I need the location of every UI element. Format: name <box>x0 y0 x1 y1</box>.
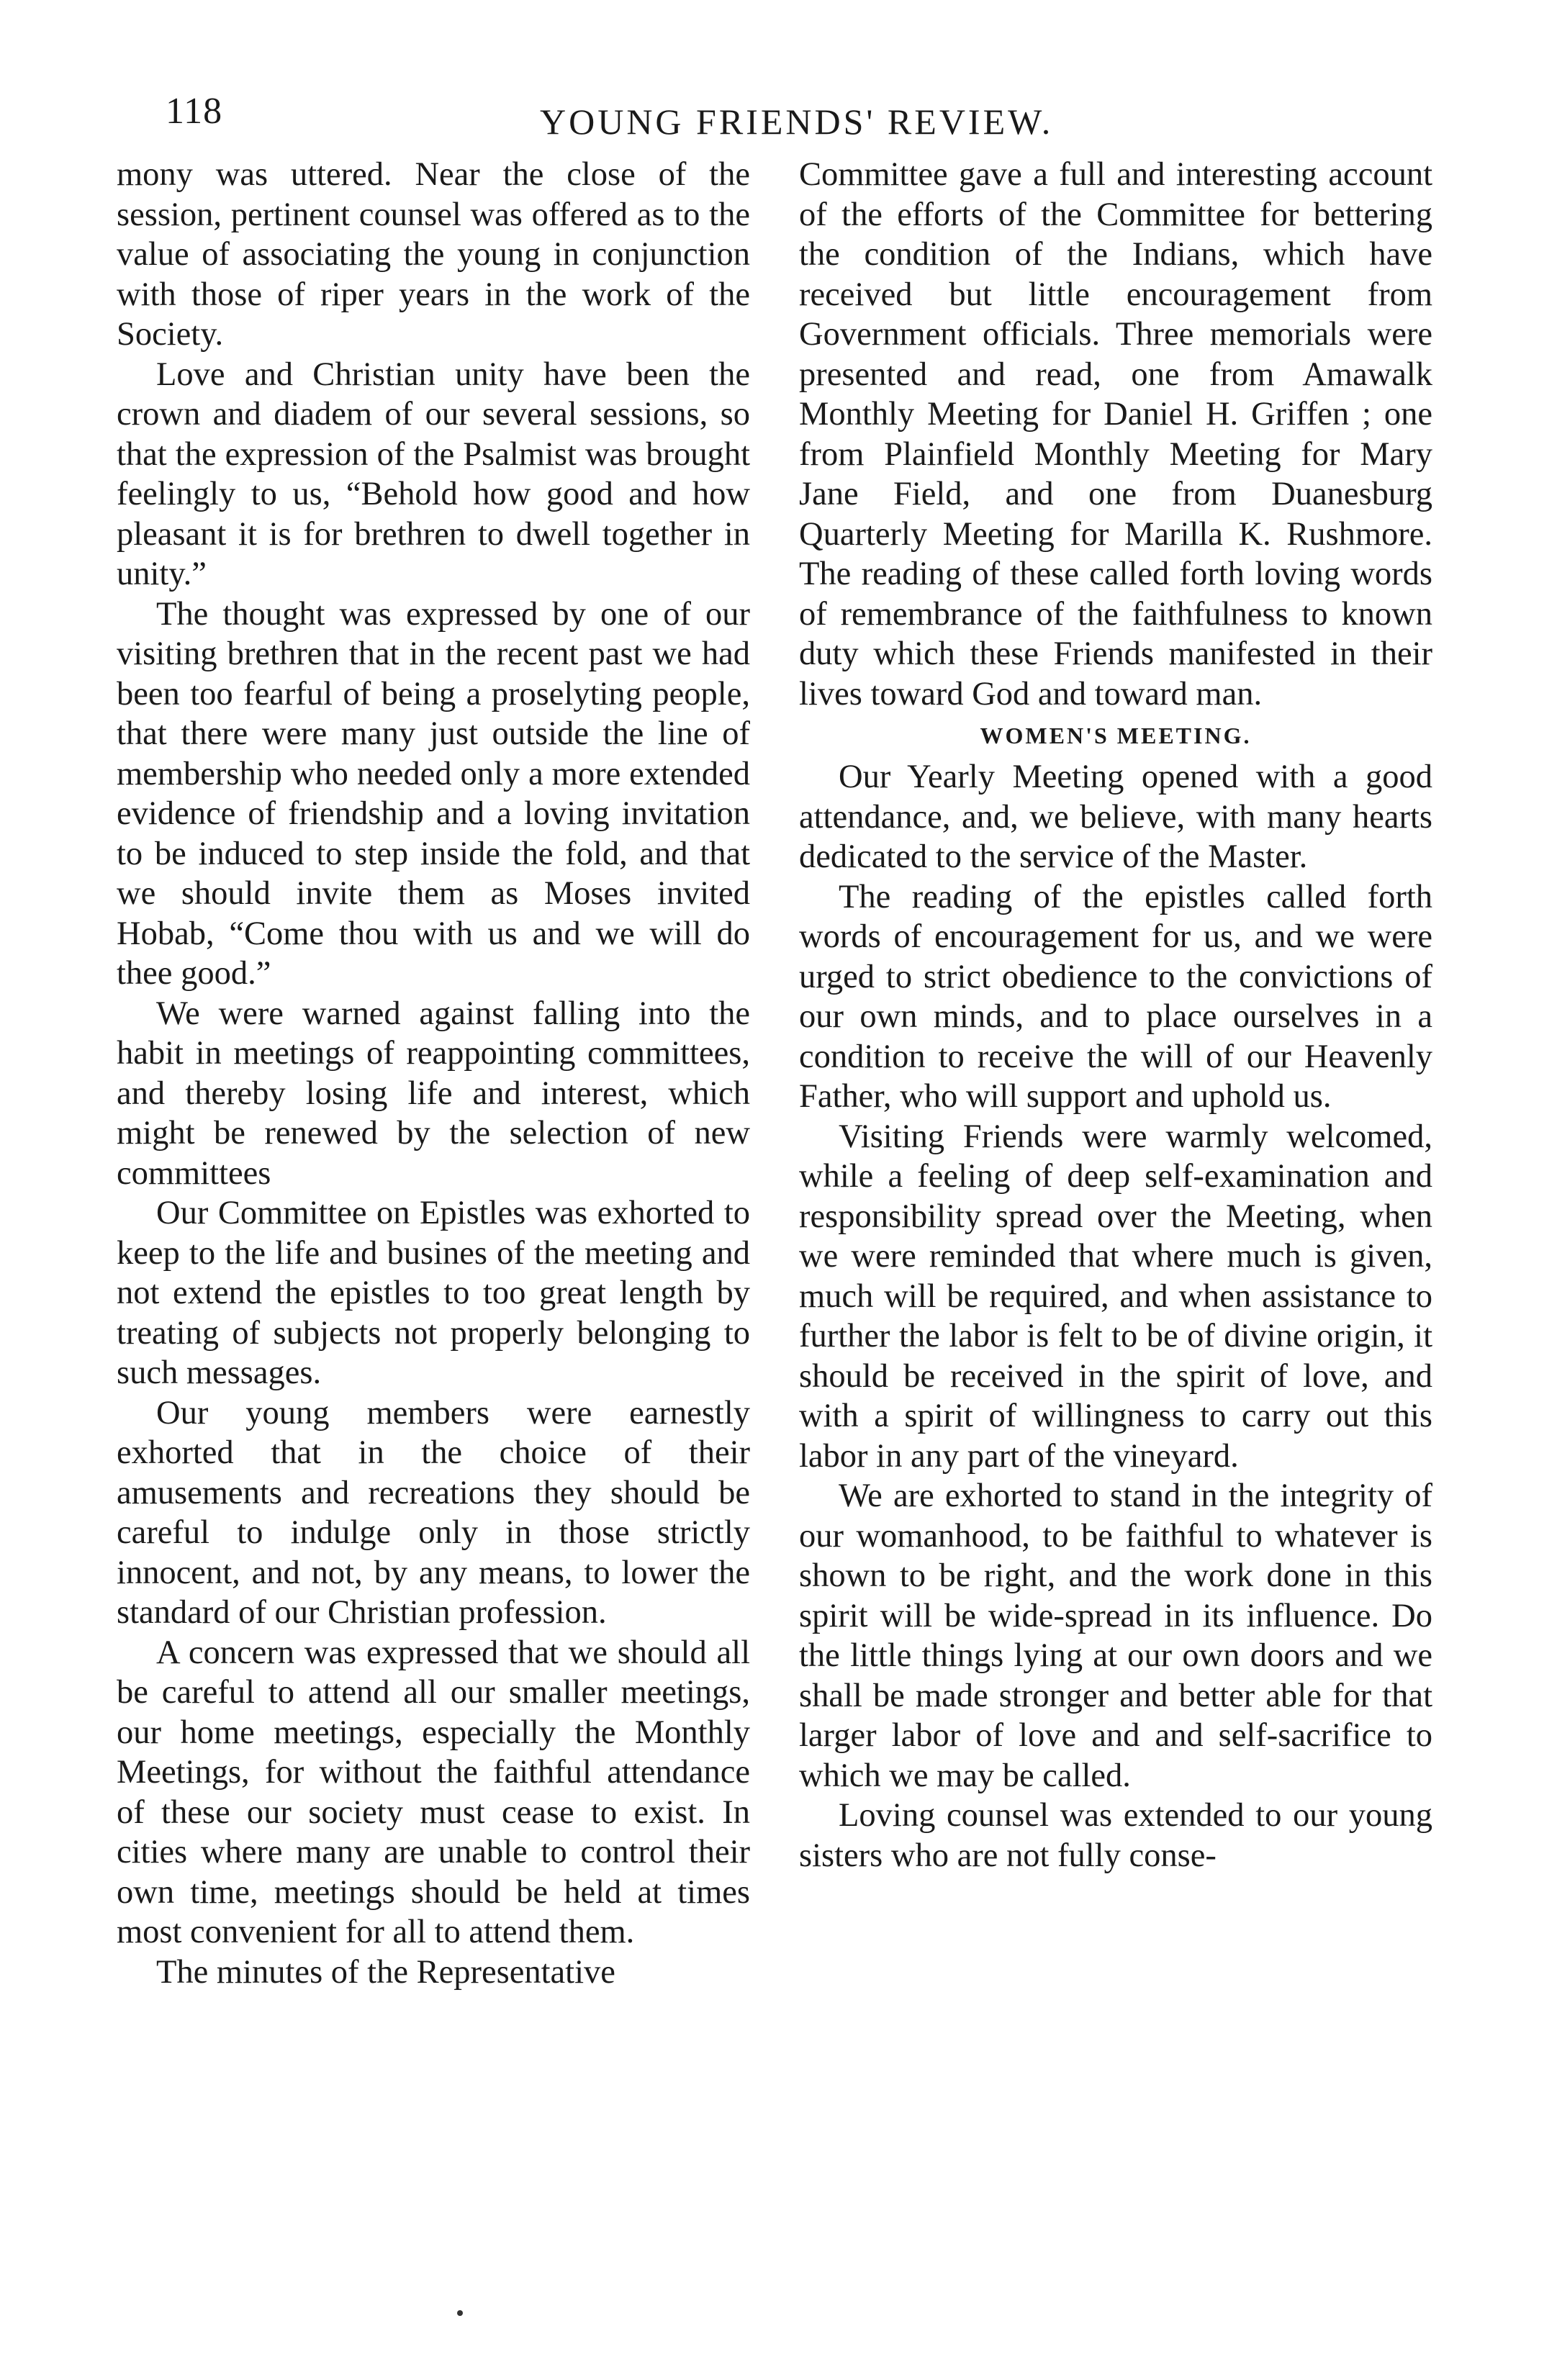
paragraph: Committee gave a full and interesting account of the efforts of the Committee for bettering the condition of the Indians, which have received but little encouragement from Government officials. Three memorials were presented and read, one from Amawalk Monthly Meeting for Daniel H. Griffen ; one from Plainfield Monthly Meeting for Mary Jane Field, and one from Duanesburg Quarterly Meeting for Marilla K. Rushmore. The reading of these called forth loving words of remembrance of the faithfulness to known duty which these Friends manifested in their lives toward God and toward man. <box>799 156 1432 712</box>
paragraph: Our Committee on Epistles was exhorted to keep to the life and busines of the meeting and not extend the epistles to too great length by treating of subjects not properly belonging to such messages. <box>117 1195 750 1391</box>
paragraph: mony was uttered. Near the close of the session, pertinent counsel was offered as to the value of associating the young in conjunction with those of riper years in the work of the Society. <box>117 156 750 353</box>
paragraph: The reading of the epistles called forth words of encouragement for us, and we were urged to strict obedience to the convictions of our own minds, and to place ourselves in a condition to receive the will of our Heavenly Father, who will support and uphold us. <box>799 878 1432 1115</box>
page-number: 118 <box>166 91 223 132</box>
paragraph: Our Yearly Meeting opened with a good attendance, and, we believe, with many hearts dedicated to the service of the Master. <box>799 759 1432 875</box>
paragraph: The thought was expressed by one of our visiting brethren that in the recent past we had been too fearful of being a proselyting people, that there were many just outside the line of membership who needed only a more extended evidence of friendship and a loving invitation to be induced to step inside the fold, and that we should invite them as Moses invited Hobab, “Come thou with us and we will do thee good.” <box>117 595 750 992</box>
paragraph: Love and Christian unity have been the crown and diadem of our several sessions, so that the expression of the Psalmist was brought feelingly to us, “Behold how good and how pleasant it is for brethren to dwell together in unity.” <box>117 356 750 592</box>
left-column <box>117 155 750 1992</box>
paragraph: We were warned against falling into the habit in meetings of reappointing committees, and thereby losing life and interest, which might be renewed by the selection of new committees <box>117 995 750 1192</box>
right-column <box>799 155 1432 1876</box>
paragraph: The minutes of the Representative <box>156 1953 615 1991</box>
paragraph: Loving counsel was extended to our young sisters who are not fully conse- <box>799 1797 1432 1874</box>
paragraph: Visiting Friends were warmly welcomed, while a feeling of deep self-examination and responsibility spread over the Meeting, when we were reminded that where much is given, much will be required, and when assistance to further the labor is felt to be of divine origin, it should be received in the spirit of love, and with a spirit of willingness to carry out this labor in any part of the vineyard. <box>799 1118 1432 1475</box>
page-header <box>166 90 1476 162</box>
section-heading: WOMEN'S MEETING. <box>980 723 1252 748</box>
running-title: YOUNG FRIENDS' REVIEW. <box>540 101 1054 142</box>
ink-speck <box>457 2310 463 2316</box>
paragraph: A concern was expressed that we should all be careful to attend all our smaller meetings, our home meetings, especially the Monthly Meetings, for without the faithful attendance of these our society must cease to exist. In cities where many are unable to control their own time, meetings should be held at times most convenient for all to attend them. <box>117 1634 750 1950</box>
paragraph: Our young members were earnestly exhorted that in the choice of their amusements and recreations they should be careful to indulge only in those strictly innocent, and not, by any means, to lower the standard of our Christian profession. <box>117 1394 750 1631</box>
paragraph: We are exhorted to stand in the integrity of our womanhood, to be faithful to whatever is shown to be right, and the work done in this spirit will be wide-spread in its influence. Do the little things lying at our own doors and we shall be made stronger and better able for that larger labor of love and and self-sacrifice to which we may be called. <box>799 1478 1432 1794</box>
